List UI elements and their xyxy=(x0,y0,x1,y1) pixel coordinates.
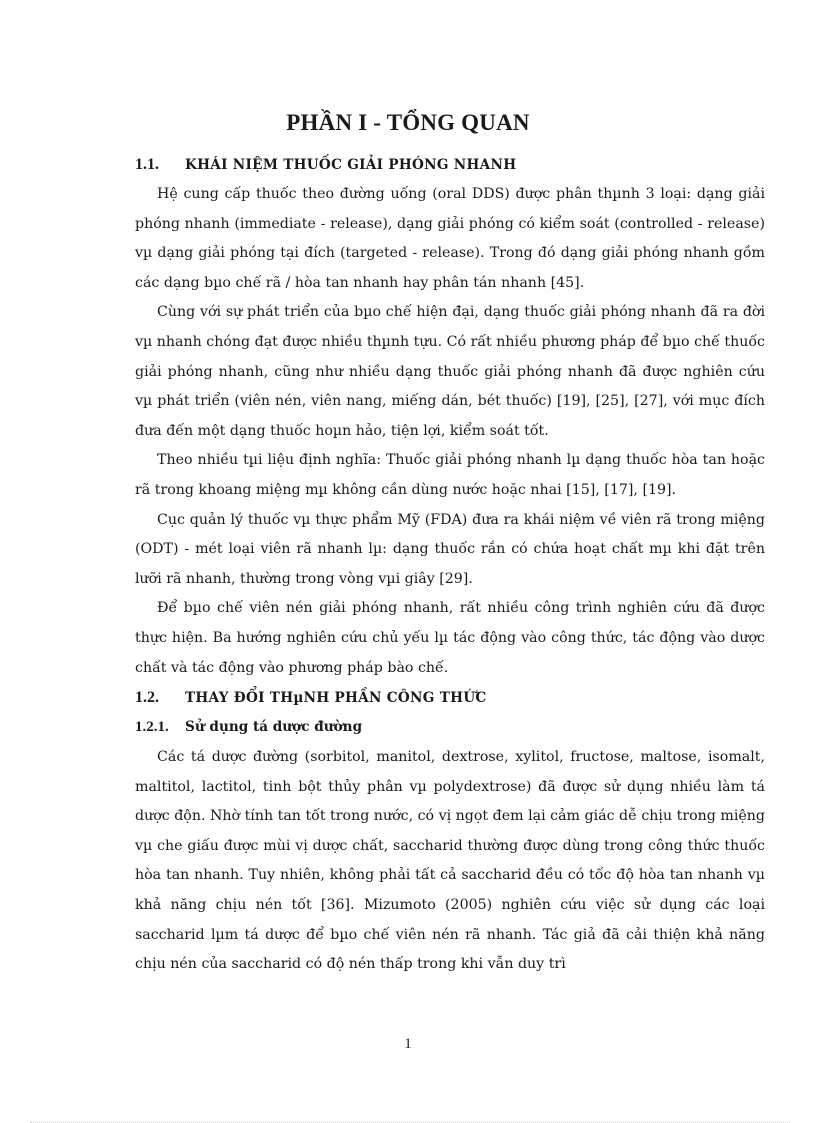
subsection-number: 1.2.1. xyxy=(135,719,169,736)
page-title: PHẦN I - TỔNG QUAN xyxy=(286,110,530,135)
section-heading-1-2 xyxy=(135,683,765,713)
subsection-title: Sử dụng tá dược đường xyxy=(185,719,363,736)
paragraph: Theo nhiều tµi liệu định nghĩa: Thuốc giải phóng nhanh lµ dạng thuốc hòa tan hoặc rã trong khoang miệng mµ không cần dùng nước hoặc nhai [15], [17], [19]. xyxy=(135,452,765,498)
document-body xyxy=(135,150,765,980)
paragraph: Cùng với sự phát triển của bµo chế hiện đại, dạng thuốc giải phóng nhanh đã ra đời vµ nhanh chóng đạt được nhiều thµnh tựu. Có rất nhiều phương pháp để bµo chế thuốc giải phóng nhanh, cũng như nhiều dạng thuốc giải phóng nhanh đã được nghiên cứu vµ phát triển (viên nén, viên nang, miếng dán, bét thuốc) [19], [25], [27], với mục đích đưa đến một dạng thuốc hoµn hảo, tiện lợi, kiểm soát tốt. xyxy=(135,304,765,439)
section-title: THAY ĐỔI THµNH PHẦN CÔNG THỨC xyxy=(185,690,487,707)
paragraph: Các tá dược đường (sorbitol, manitol, dextrose, xylitol, fructose, maltose, isomalt, maltitol, lactitol, tinh bột thủy phân vµ polydextrose) đã được sử dụng nhiều làm tá dược độn. Nhờ tính tan tốt trong nước, có vị ngọt đem lại cảm giác dễ chịu trong miệng vµ che giấu được mùi vị dược chất, saccharid thường được dùng trong công thức thuốc hòa tan nhanh. Tuy nhiên, không phải tất cả saccharid đều có tốc độ hòa tan nhanh vµ khả năng chịu nén tốt [36]. Mizumoto (2005) nghiên cứu việc sử dụng các loại saccharid lµm tá dược để bµo chế viên nén rã nhanh. Tác giả đã cải thiện khả năng chịu nén của saccharid có độ nén thấp trong khi vẫn duy trì xyxy=(135,749,765,973)
section-title: KHÁI NIỆM THUỐC GIẢI PHÓNG NHANH xyxy=(185,157,517,173)
page-number: 1 xyxy=(404,1036,412,1052)
paragraph: Cục quản lý thuốc vµ thực phẩm Mỹ (FDA) đưa ra khái niệm về viên rã trong miệng (ODT) - mét loại viên rã nhanh lµ: dạng thuốc rắn có chứa hoạt chất mµ khi đặt trên lưỡi rã nhanh, thường trong vòng vµi giây [29]. xyxy=(135,511,765,587)
paragraph: Để bµo chế viên nén giải phóng nhanh, rất nhiều công trình nghiên cứu đã được thực hiện. Ba hướng nghiên cứu chủ yếu lµ tác động vào công thức, tác động vào dược chất và tác động vào phương pháp bào chế. xyxy=(135,600,765,676)
subsection-heading-1-2-1 xyxy=(135,713,765,743)
section-number: 1.1. xyxy=(135,156,159,173)
paragraph: Hệ cung cấp thuốc theo đường uống (oral DDS) được phân thµnh 3 loại: dạng giải phóng nhanh (immediate - release), dạng giải phóng có kiểm soát (controlled - release) vµ dạng giải phóng tại đích (targeted - release). Trong đó dạng giải phóng nhanh gồm các dạng bµo chế rã / hòa tan nhanh hay phân tán nhanh [45]. xyxy=(135,186,765,291)
section-number: 1.2. xyxy=(135,689,159,707)
section-heading-1-1 xyxy=(135,150,765,180)
